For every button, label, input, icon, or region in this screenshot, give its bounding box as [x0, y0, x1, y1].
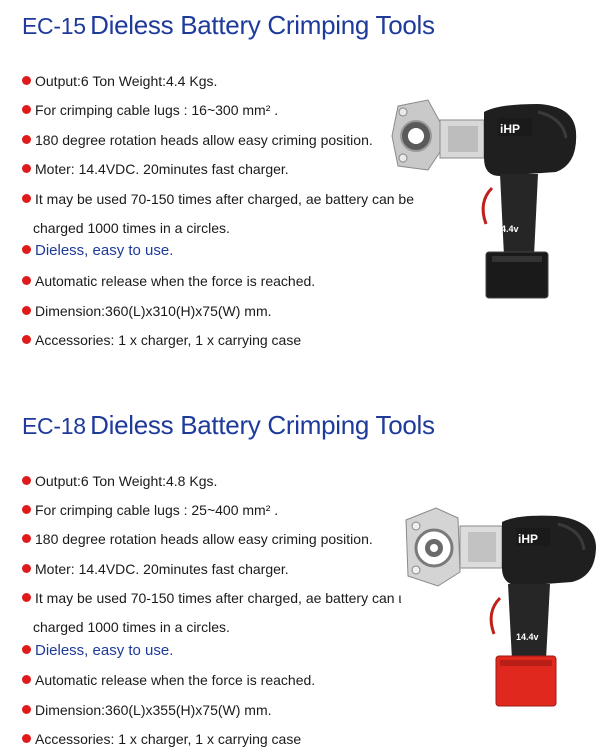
brand-logo: iHP	[500, 122, 521, 136]
product-heading: Dieless Battery Crimping Tools	[90, 410, 435, 440]
product-title	[22, 410, 435, 441]
voltage-label: 14.4v	[496, 224, 519, 234]
bullet-dot-icon	[22, 105, 31, 114]
spec-item-continued: charged 1000 times in a circles.	[33, 619, 230, 635]
model-code: EC-15	[22, 13, 86, 39]
bullet-dot-icon	[22, 306, 31, 315]
product-title	[22, 10, 435, 41]
bullet-dot-icon	[22, 164, 31, 173]
bullet-dot-icon	[22, 645, 31, 654]
spec-item: Dimension:360(L)x355(H)x75(W) mm.	[22, 701, 272, 719]
bullet-dot-icon	[22, 734, 31, 743]
spec-item: For crimping cable lugs : 16~300 mm² .	[22, 101, 278, 119]
crimping-tool-image	[388, 92, 594, 304]
spec-item: Automatic release when the force is reached.	[22, 671, 315, 689]
bullet-dot-icon	[22, 76, 31, 85]
spec-item: 180 degree rotation heads allow easy criming position.	[22, 530, 373, 548]
voltage-label: 14.4v	[516, 632, 539, 642]
bullet-dot-icon	[22, 135, 31, 144]
bullet-dot-icon	[22, 593, 31, 602]
bullet-dot-icon	[22, 505, 31, 514]
bullet-dot-icon	[22, 335, 31, 344]
spec-item-highlight: Dieless, easy to use.	[22, 242, 173, 260]
model-code: EC-18	[22, 413, 86, 439]
spec-item: Accessories: 1 x charger, 1 x carrying case	[22, 331, 301, 349]
bullet-dot-icon	[22, 245, 31, 254]
spec-item: Moter: 14.4VDC. 20minutes fast charger.	[22, 160, 289, 178]
spec-item: For crimping cable lugs : 25~400 mm² .	[22, 501, 278, 519]
spec-item: Dimension:360(L)x310(H)x75(W) mm.	[22, 302, 272, 320]
crimping-tool-image	[400, 500, 600, 710]
product-heading: Dieless Battery Crimping Tools	[90, 10, 435, 40]
spec-item: Automatic release when the force is reached.	[22, 272, 315, 290]
bullet-dot-icon	[22, 534, 31, 543]
spec-item-highlight: Dieless, easy to use.	[22, 642, 173, 660]
spec-item: 180 degree rotation heads allow easy criming position.	[22, 131, 373, 149]
bullet-dot-icon	[22, 675, 31, 684]
bullet-dot-icon	[22, 476, 31, 485]
bullet-dot-icon	[22, 564, 31, 573]
brand-logo: iHP	[518, 532, 539, 546]
bullet-dot-icon	[22, 194, 31, 203]
spec-item: It may be used 70-150 times after charged, ae battery can be	[22, 190, 414, 208]
spec-item: Output:6 Ton Weight:4.4 Kgs.	[22, 72, 217, 90]
spec-item: Accessories: 1 x charger, 1 x carrying case	[22, 730, 301, 748]
bullet-dot-icon	[22, 276, 31, 285]
spec-item: It may be used 70-150 times after charged, ae battery can ι	[22, 589, 402, 607]
spec-item: Moter: 14.4VDC. 20minutes fast charger.	[22, 560, 289, 578]
spec-item-continued: charged 1000 times in a circles.	[33, 220, 230, 236]
spec-item: Output:6 Ton Weight:4.8 Kgs.	[22, 472, 217, 490]
bullet-dot-icon	[22, 705, 31, 714]
